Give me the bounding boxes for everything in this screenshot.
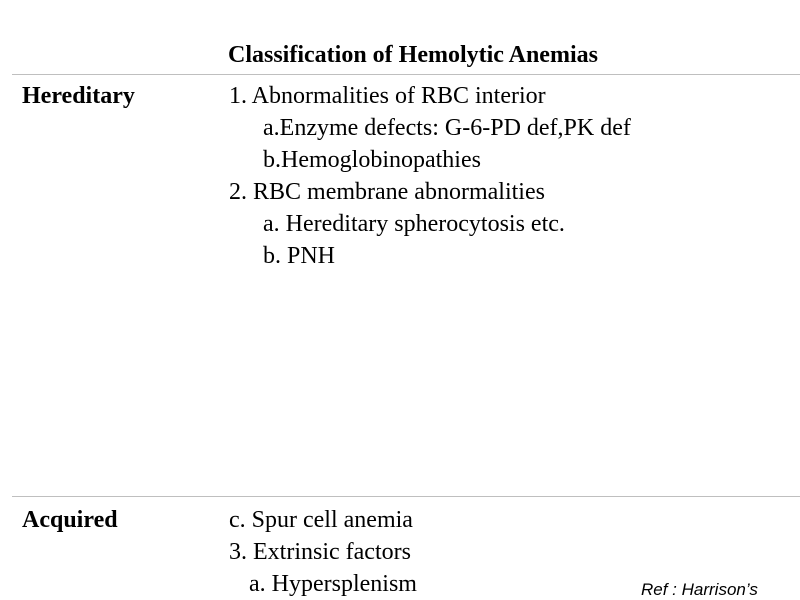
- table-divider-top: [12, 74, 800, 75]
- list-item: 2. RBC membrane abnormalities: [229, 179, 545, 205]
- acquired-list: [229, 504, 417, 600]
- list-item: 3. Extrinsic factors: [229, 539, 411, 565]
- list-item: a. Hereditary spherocytosis etc.: [263, 211, 565, 237]
- hereditary-list: [229, 80, 631, 272]
- hereditary-label: Hereditary: [22, 83, 135, 109]
- list-item: 1. Abnormalities of RBC interior: [229, 83, 546, 109]
- list-item: c. Spur cell anemia: [229, 507, 413, 533]
- slide-title: Classification of Hemolytic Anemias: [228, 42, 598, 68]
- list-item: b.Hemoglobinopathies: [263, 147, 481, 173]
- list-item: a.Enzyme defects: G-6-PD def,PK def: [263, 115, 631, 141]
- list-item: b. PNH: [263, 243, 336, 269]
- acquired-label: Acquired: [22, 507, 118, 533]
- list-item: a. Hypersplenism: [249, 571, 417, 597]
- reference-note: Ref : Harrison’s: [641, 580, 758, 599]
- table-divider-middle: [12, 496, 800, 497]
